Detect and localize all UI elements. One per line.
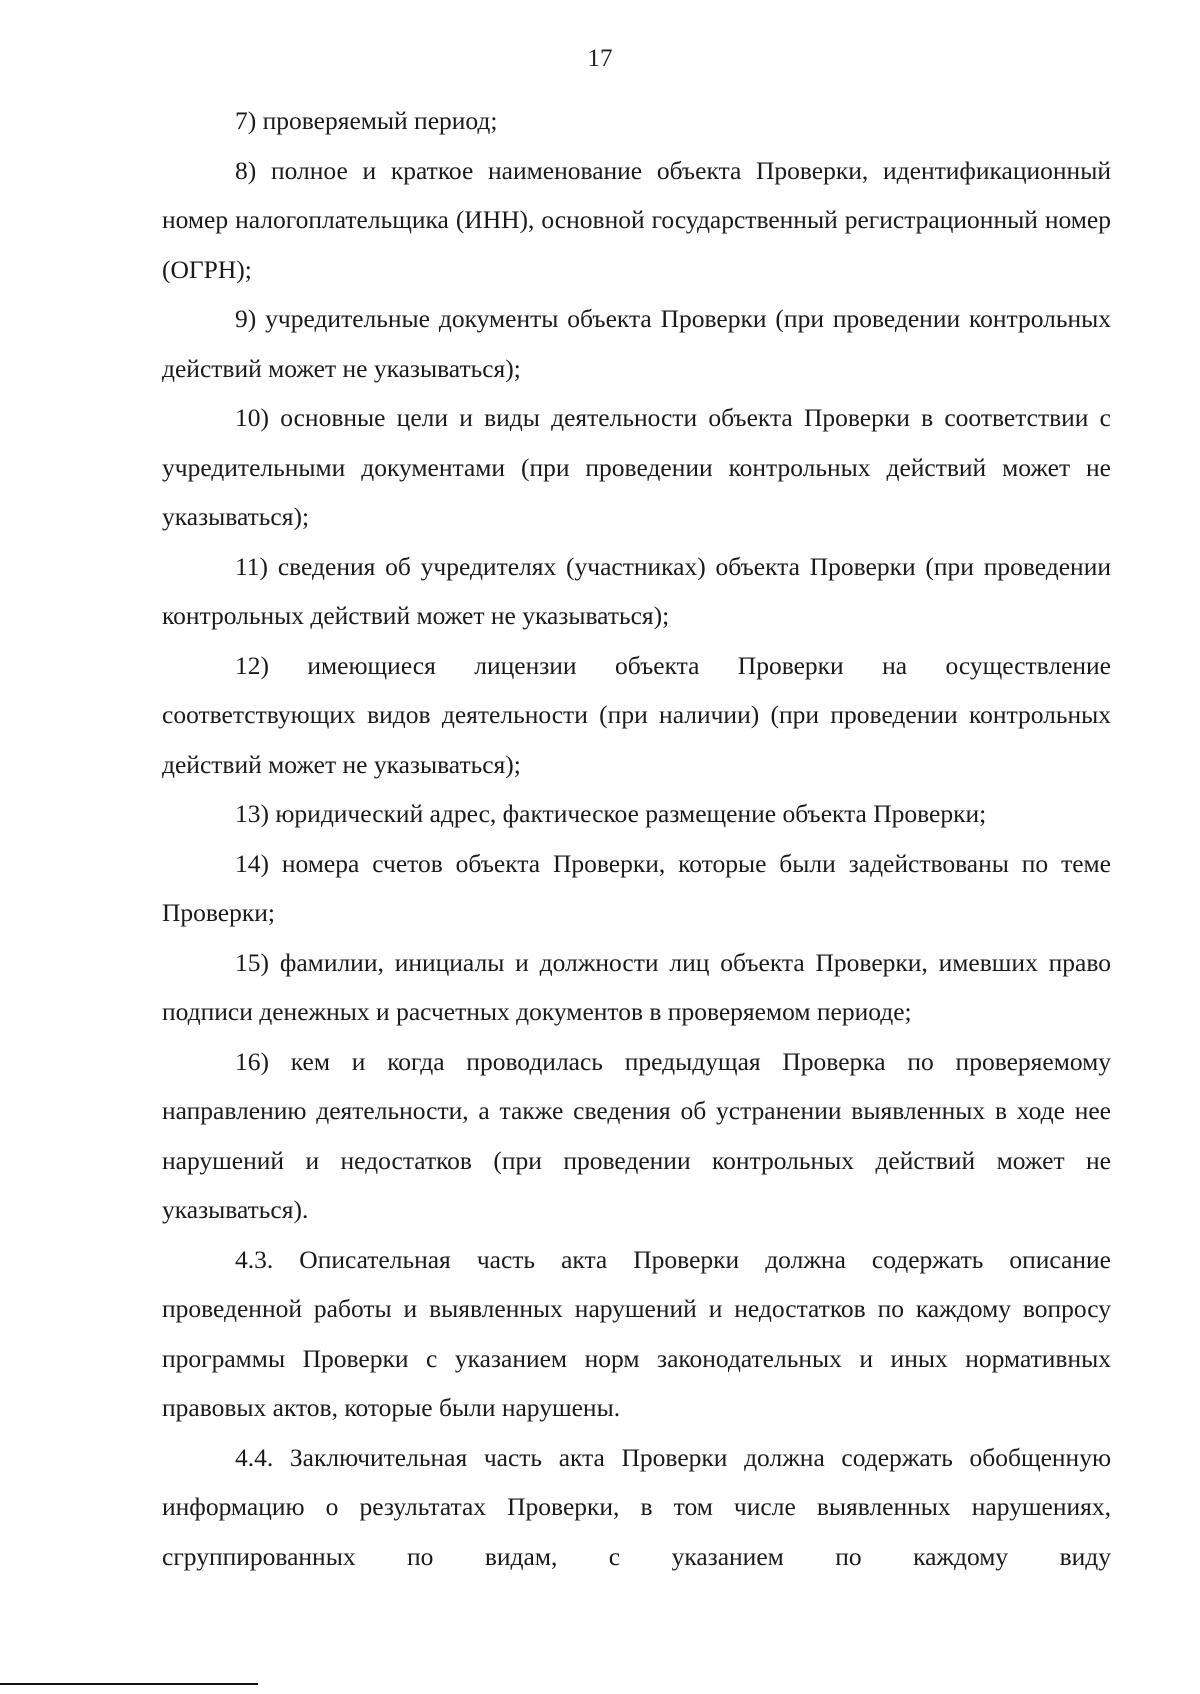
page-number: 17 xyxy=(587,45,613,72)
document-body xyxy=(162,96,1111,1581)
paragraph-section-4-3: 4.3. Описательная часть акта Проверки должна содержать описание проведенной работы и выявленных нарушений и недостатков по каждому вопросу программы Проверки с указанием норм законодательных и иных нормативных правовых актов, которые были нарушены. xyxy=(162,1244,1111,1422)
paragraph-item-16: 16) кем и когда проводилась предыдущая Проверка по проверяемому направлению деятельности, а также сведения об устранении выявленных в ходе нее нарушений и недостатков (при проведении контрольных действий может не указываться). xyxy=(162,1046,1111,1224)
paragraph-item-7: 7) проверяемый период; xyxy=(235,106,498,135)
paragraph-item-8: 8) полное и краткое наименование объекта Проверки, идентификационный номер налогоплательщика (ИНН), основной государственный регистрационный номер (ОГРН); xyxy=(162,155,1111,284)
paragraph-item-12: 12) имеющиеся лицензии объекта Проверки на осуществление соответствующих видов деятельности (при наличии) (при проведении контрольных действий может не указываться); xyxy=(162,650,1111,779)
paragraph-item-15: 15) фамилии, инициалы и должности лиц объекта Проверки, имевших право подписи денежных и расчетных документов в проверяемом периоде; xyxy=(162,947,1111,1026)
paragraph-section-4-4: 4.4. Заключительная часть акта Проверки должна содержать обобщенную информацию о результатах Проверки, в том числе выявленных нарушениях, сгруппированных по видам, с указанием по каждому виду xyxy=(162,1442,1111,1571)
paragraph-item-11: 11) сведения об учредителях (участниках) объекта Проверки (при проведении контрольных действий может не указываться); xyxy=(162,551,1111,630)
paragraph-item-13: 13) юридический адрес, фактическое размещение объекта Проверки; xyxy=(235,799,987,828)
paragraph-item-9: 9) учредительные документы объекта Проверки (при проведении контрольных действий может не указываться); xyxy=(162,304,1111,383)
paragraph-item-10: 10) основные цели и виды деятельности объекта Проверки в соответствии с учредительными документами (при проведении контрольных действий может не указываться); xyxy=(162,403,1111,531)
paragraph-item-14: 14) номера счетов объекта Проверки, которые были задействованы по теме Проверки; xyxy=(162,848,1111,927)
footnote-divider xyxy=(0,1683,258,1685)
